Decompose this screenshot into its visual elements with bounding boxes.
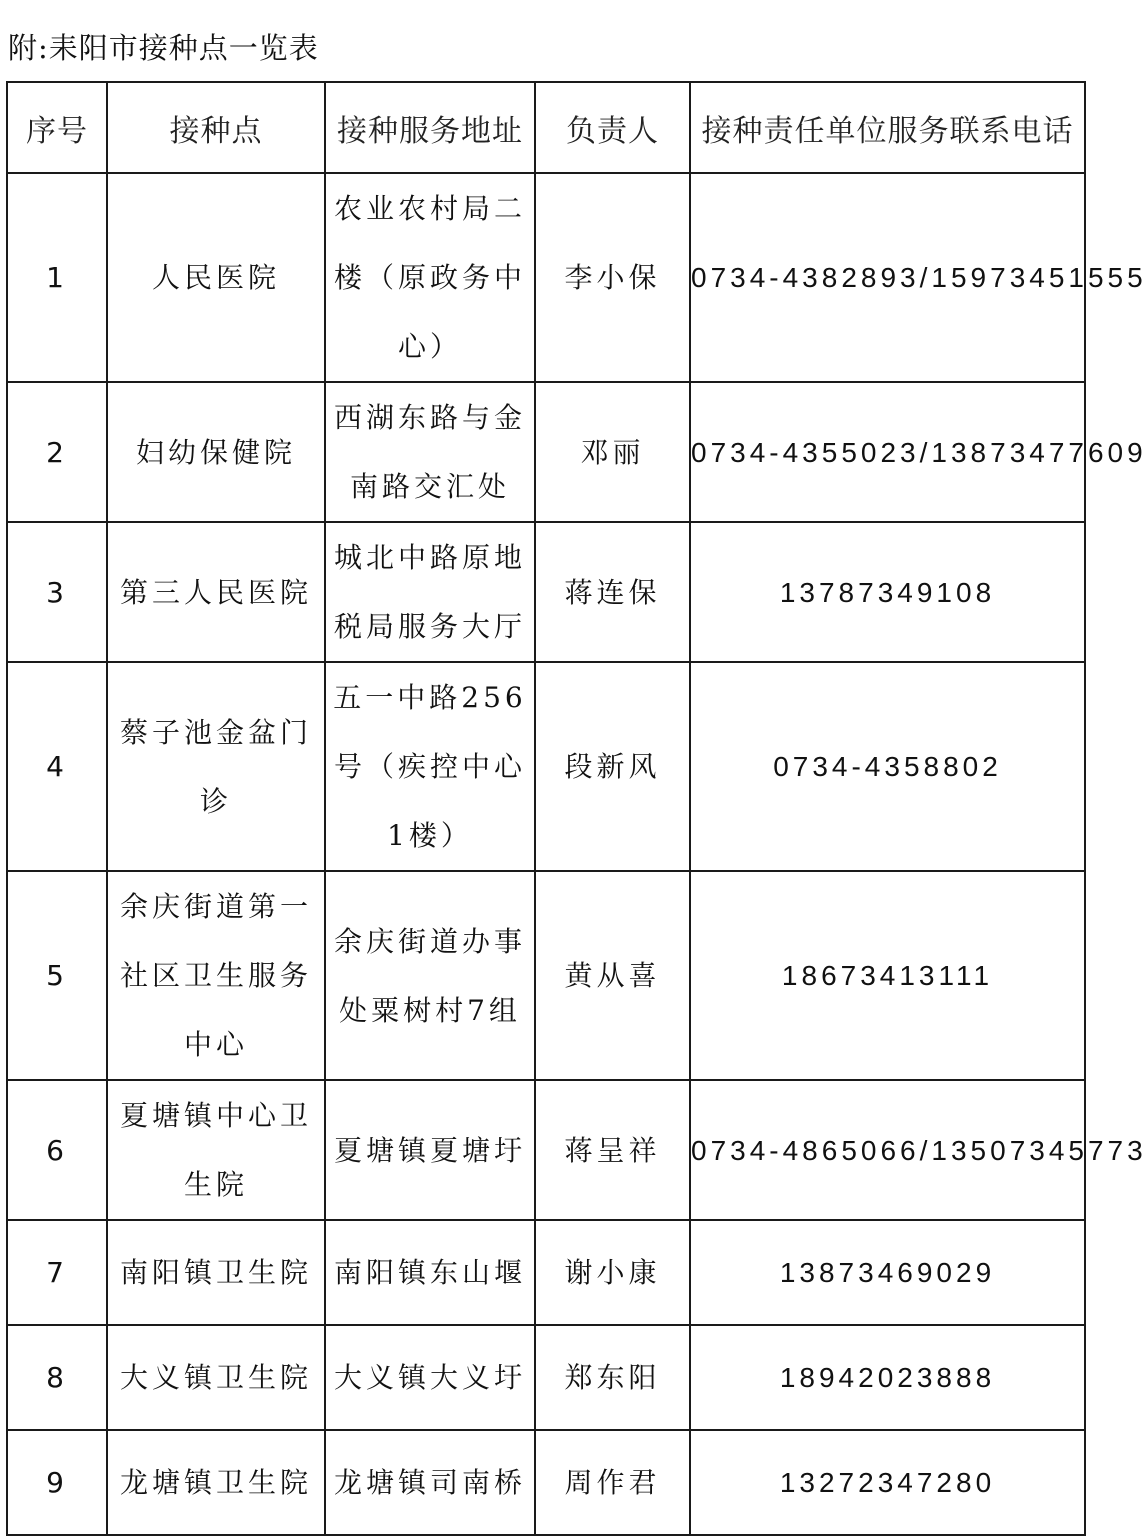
row-manager: 蒋连保: [535, 522, 690, 662]
row-address-text: 大义镇大义圩: [333, 1361, 526, 1394]
row-no: 3: [7, 522, 107, 662]
row-site: [107, 1325, 325, 1430]
row-site-text: 大义镇卫生院: [119, 1361, 312, 1394]
header-phone: 接种责任单位服务联系电话: [690, 82, 1085, 173]
row-no: 4: [7, 662, 107, 871]
row-manager: 谢小康: [535, 1220, 690, 1325]
header-manager: 负责人: [535, 82, 690, 173]
row-address-text: 余庆街道办事处粟树村7组: [333, 924, 526, 1027]
row-site-text: 第三人民医院: [119, 575, 312, 609]
table-row: [7, 1430, 1085, 1535]
row-site-text: 妇幼保健院: [135, 435, 296, 469]
row-site: [107, 522, 325, 662]
row-address: [325, 871, 535, 1080]
row-phone: 13787349108: [690, 522, 1085, 662]
row-address-text: 龙塘镇司南桥: [333, 1466, 526, 1499]
row-site-text: 人民医院: [151, 261, 280, 294]
row-site: [107, 871, 325, 1080]
row-manager: 蒋呈祥: [535, 1080, 690, 1220]
row-site: [107, 382, 325, 522]
row-phone: 0734-4382893/15973451555: [690, 173, 1085, 382]
row-phone: 18942023888: [690, 1325, 1085, 1430]
row-site: [107, 1430, 325, 1535]
row-manager: 邓丽: [535, 382, 690, 522]
row-manager: 周作君: [535, 1430, 690, 1535]
row-site-text: 南阳镇卫生院: [119, 1256, 312, 1289]
table-header-row: [7, 82, 1085, 173]
row-manager: 段新风: [535, 662, 690, 871]
table-row: [7, 871, 1085, 1080]
row-site-text: 夏塘镇中心卫生院: [119, 1099, 312, 1201]
row-site: [107, 173, 325, 382]
table-row: [7, 1325, 1085, 1430]
row-site: [107, 1080, 325, 1220]
table-row: [7, 1220, 1085, 1325]
row-phone: 13873469029: [690, 1220, 1085, 1325]
row-address: [325, 662, 535, 871]
page-title: 附:耒阳市接种点一览表: [8, 31, 319, 65]
table-row: [7, 662, 1085, 871]
header-site: 接种点: [107, 82, 325, 173]
vaccination-sites-table: [6, 81, 1147, 1536]
row-no: 7: [7, 1220, 107, 1325]
header-address: 接种服务地址: [325, 82, 535, 173]
table-row: [7, 1080, 1085, 1220]
row-address: [325, 173, 535, 382]
row-address-text: 夏塘镇夏塘圩: [333, 1133, 526, 1167]
row-no: 8: [7, 1325, 107, 1430]
row-phone: 18673413111: [690, 871, 1085, 1080]
row-site: [107, 662, 325, 871]
row-phone: 0734-4865066/13507345773: [690, 1080, 1085, 1220]
row-site-text: 蔡子池金盆门诊: [119, 715, 312, 818]
table-row: [7, 522, 1085, 662]
table-row: [7, 382, 1085, 522]
row-address-text: 西湖东路与金南路交汇处: [333, 401, 526, 503]
row-no: 5: [7, 871, 107, 1080]
table-row: [7, 173, 1085, 382]
row-no: 9: [7, 1430, 107, 1535]
row-address: [325, 1430, 535, 1535]
row-address: [325, 382, 535, 522]
row-site-text: 余庆街道第一社区卫生服务中心: [119, 890, 312, 1061]
row-manager: 黄从喜: [535, 871, 690, 1080]
row-manager: 李小保: [535, 173, 690, 382]
header-no: 序号: [7, 82, 107, 173]
row-phone: 0734-4355023/13873477609: [690, 382, 1085, 522]
row-no: 6: [7, 1080, 107, 1220]
row-address-text: 农业农村局二楼（原政务中心）: [333, 192, 526, 363]
row-address: [325, 1325, 535, 1430]
row-address-text: 南阳镇东山堰: [333, 1256, 526, 1289]
row-phone: 13272347280: [690, 1430, 1085, 1535]
row-address-text: 城北中路原地税局服务大厅: [333, 541, 526, 643]
row-no: 2: [7, 382, 107, 522]
row-address-text: 五一中路256号（疾控中心1楼）: [333, 681, 527, 852]
row-no: 1: [7, 173, 107, 382]
row-site-text: 龙塘镇卫生院: [119, 1466, 312, 1499]
row-manager: 郑东阳: [535, 1325, 690, 1430]
row-site: [107, 1220, 325, 1325]
row-address: [325, 1220, 535, 1325]
row-phone: 0734-4358802: [690, 662, 1085, 871]
row-address: [325, 522, 535, 662]
row-address: [325, 1080, 535, 1220]
